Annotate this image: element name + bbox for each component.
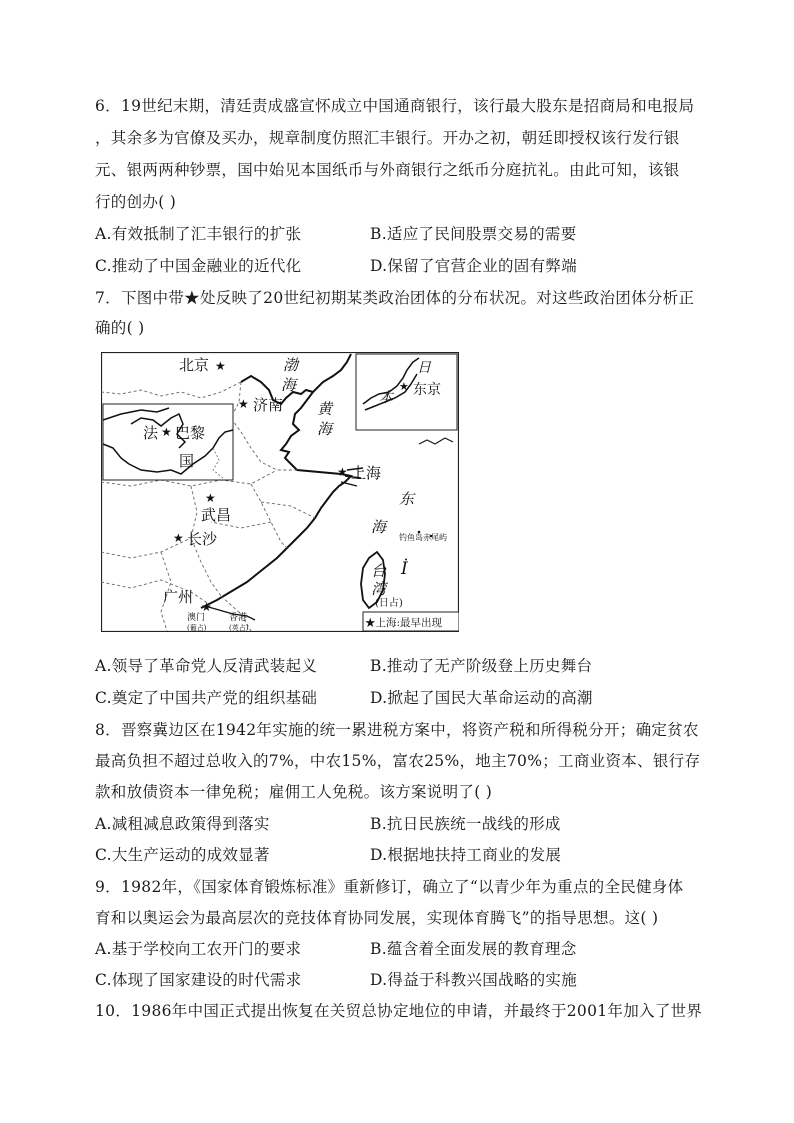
label-guangzhou: 广州 [163, 588, 194, 606]
label-japan-1: 日 [417, 360, 431, 376]
star-guangzhou: ★ [201, 600, 212, 614]
q9-option-d[interactable]: D.得益于科教兴国战略的实施 [370, 971, 578, 989]
label-legend: ★上海:最早出现 [365, 617, 443, 629]
star-changsha: ★ [173, 531, 184, 545]
label-jinan: 济南 [253, 396, 284, 414]
q7-stem-line-2: 确的( ) [95, 319, 145, 337]
label-huanghai-1: 黄 [317, 400, 333, 418]
star-wuchang: ★ [205, 491, 216, 505]
france-inset [103, 404, 233, 480]
label-france-1: 法 [143, 424, 159, 442]
q6-stem-line-3: 元、银两两种钞票，国中始见本国纸币与外商银行之纸币分庭抗礼。由此可知，该银 [95, 161, 680, 179]
q10-stem-line-1: 10．1986年中国正式提出恢复在关贸总协定地位的申请，并最终于2001年加入了世界 [95, 1002, 703, 1020]
label-donghai-2: 海 [371, 518, 387, 536]
label-donghai-1: 东 [399, 490, 415, 508]
label-wuchang: 武昌 [201, 506, 232, 524]
q6-option-c[interactable]: C.推动了中国金融业的近代化 [95, 257, 302, 275]
label-japan-2: 本 [379, 390, 393, 406]
q8-option-d[interactable]: D.根据地扶持工商业的发展 [370, 846, 562, 864]
q7-option-d[interactable]: D.掀起了国民大革命运动的高潮 [370, 689, 593, 707]
q8-option-b[interactable]: B.抗日民族统一战线的形成 [370, 815, 561, 833]
q9-stem-line-1: 9．1982年，《国家体育锻炼标准》重新修订，确立了“以青少年为重点的全民健身体 [95, 878, 684, 896]
label-bohai-2: 海 [281, 376, 297, 394]
label-beijing: 北京 [179, 356, 210, 374]
q7-option-a[interactable]: A.领导了革命党人反清武装起义 [95, 657, 318, 675]
q8-stem-line-1: 8．晋察冀边区在1942年实施的统一累进税方案中，将资产税和所得税分开；确定贫农 [95, 721, 699, 739]
star-jinan: ★ [238, 397, 249, 411]
label-macau-note: (葡占) [187, 624, 207, 632]
label-paris: 巴黎 [175, 424, 206, 442]
q6-stem-line-4: 行的创办( ) [95, 193, 177, 211]
label-taiwan-1: 台 [371, 562, 387, 580]
star-tokyo: ★ [399, 380, 409, 393]
q6-stem-line-1: 6．19世纪末期，清廷责成盛宣怀成立中国通商银行，该行最大股东是招商局和电报局 [95, 97, 695, 115]
q8-option-c[interactable]: C.大生产运动的成效显著 [95, 846, 270, 864]
label-donghai-3: İ [401, 559, 408, 579]
label-macau: 澳门 [187, 613, 206, 623]
political-groups-map [101, 352, 459, 632]
q6-option-d[interactable]: D.保留了官营企业的固有弊端 [370, 257, 578, 275]
star-beijing: ★ [215, 359, 226, 373]
label-huanghai-2: 海 [317, 420, 333, 438]
q8-option-a[interactable]: A.减租减息政策得到落实 [95, 815, 270, 833]
q9-option-c[interactable]: C.体现了国家建设的时代需求 [95, 971, 302, 989]
q9-option-b[interactable]: B.蕴含着全面发展的教育理念 [370, 940, 577, 958]
q8-stem-line-3: 款和放债资本一律免税；雇佣工人免税。该方案说明了( ) [95, 783, 493, 801]
label-diaoyu: 钓鱼岛赤尾屿 [399, 533, 447, 542]
label-france-2: 国 [179, 452, 195, 470]
q9-stem-line-2: 育和以奥运会为最高层次的竞技体育协同发展，实现体育腾飞”的指导思想。这( ) [95, 909, 659, 927]
q7-option-c[interactable]: C.奠定了中国共产党的组织基础 [95, 689, 318, 707]
label-shanghai: 上海 [351, 464, 382, 482]
label-taiwan-note: (日占) [375, 598, 403, 609]
label-tokyo: 东京 [413, 382, 441, 398]
q9-option-a[interactable]: A.基于学校向工农开门的要求 [95, 940, 302, 958]
q6-option-b[interactable]: B.适应了民间股票交易的需要 [370, 225, 577, 243]
q7-stem-line-1: 7．下图中带★处反映了20世纪初期某类政治团体的分布状况。对这些政治团体分析正 [95, 289, 695, 307]
label-changsha: 长沙 [187, 530, 218, 548]
q8-stem-line-2: 最高负担不超过总收入的7%，中农15%，富农25%，地主70%；工商业资本、银行存 [95, 752, 701, 770]
star-shanghai: ★ [337, 465, 348, 479]
q7-option-b[interactable]: B.推动了无产阶级登上历史舞台 [370, 657, 593, 675]
label-hongkong-note: (英占) [229, 624, 249, 632]
q6-stem-line-2: ，其余多为官僚及买办，规章制度仿照汇丰银行。开办之初，朝廷即授权该行发行银 [95, 129, 680, 147]
label-hongkong: 香港 [229, 613, 248, 623]
q6-option-a[interactable]: A.有效抵制了汇丰银行的扩张 [95, 225, 302, 243]
label-bohai-1: 渤 [283, 356, 299, 374]
star-paris: ★ [161, 425, 172, 439]
label-taiwan-2: 湾 [371, 580, 387, 598]
